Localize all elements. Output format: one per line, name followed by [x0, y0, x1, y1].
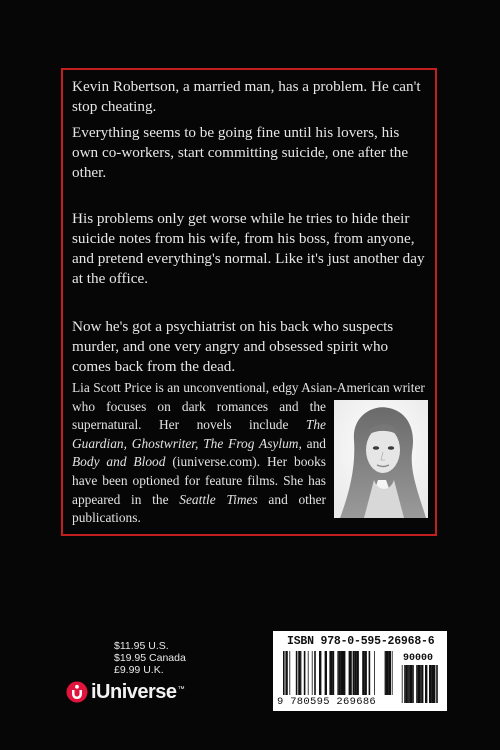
- barcode-bar: [329, 651, 331, 695]
- barcode-bar: [420, 665, 422, 703]
- barcode-bar: [362, 651, 364, 695]
- isbn-number: ISBN 978-0-595-26968-6: [287, 635, 435, 648]
- barcode-bar: [412, 665, 414, 703]
- publisher-logo: [66, 681, 184, 703]
- barcode-bar: [337, 651, 338, 695]
- isbn-barcode: [273, 631, 447, 711]
- blurb-paragraph-1: Kevin Robertson, a married man, has a problem. He can't stop cheating.: [72, 78, 421, 115]
- barcode-bar: [385, 651, 386, 695]
- barcode-bar: [287, 651, 288, 695]
- publisher-name: iUniverse™: [91, 681, 185, 703]
- barcode-bar: [365, 651, 367, 695]
- barcode-bar: [387, 651, 389, 695]
- publication-seattle-times: Seattle Times: [179, 491, 258, 507]
- barcode-bar: [408, 665, 410, 703]
- barcode-bar: [304, 651, 306, 695]
- barcode-bar: [333, 651, 335, 695]
- barcode-bar: [351, 651, 352, 695]
- bio-text-2: (iuniverse.com). Her books have been optioned for feature films. She has appeared in the: [72, 454, 326, 507]
- barcode-bar: [392, 651, 393, 695]
- price-us: $11.95 U.S.: [114, 640, 169, 652]
- barcode-bar: [425, 665, 427, 703]
- barcode-addon-code: 90000: [403, 653, 434, 664]
- iuniverse-swirl-icon: [66, 681, 88, 703]
- book-title-ghostwriter: Ghostwriter,: [131, 435, 199, 451]
- barcode-bar: [349, 651, 351, 695]
- book-title-the-guardian: The Guardian,: [72, 417, 326, 451]
- book-title-body-and-blood: Body and Blood: [72, 454, 166, 470]
- barcode-bar: [298, 651, 300, 695]
- barcode-bar: [407, 665, 408, 703]
- bio-separator-3: and: [301, 435, 326, 451]
- barcode-bar: [357, 651, 359, 695]
- blurb-paragraph-2: Everything seems to be going fine until his lovers, his own co-workers, start committing suicide, one after the other.: [72, 124, 409, 181]
- barcode-bar: [431, 665, 433, 703]
- barcode-bar: [406, 665, 408, 703]
- barcode-bar: [319, 651, 321, 695]
- barcode-bar: [285, 651, 287, 695]
- barcode-bar: [369, 651, 371, 695]
- bio-text-1: who focuses on dark romances and the supernatural. Her novels include: [72, 398, 326, 433]
- barcode-bar: [314, 651, 315, 695]
- book-title-the-frog-asylum: The Frog Asylum,: [203, 435, 302, 451]
- bio-text-3: and other publications.: [72, 491, 327, 526]
- barcode-bar: [354, 651, 355, 695]
- blurb-paragraph-3: His problems only get worse while he tries to hide their suicide notes from his wife, from his boss, from anyone, and pretend everything's normal. Like it's just another day at the office.: [72, 210, 425, 287]
- barcode-bar: [422, 665, 424, 703]
- blurb-paragraph-4: Now he's got a psychiatrist on his back who suspects murder, and one very angry and obsessed spirit who comes back from the dead.: [72, 318, 394, 375]
- barcode-bar: [315, 651, 316, 695]
- barcode-bar: [410, 665, 412, 703]
- author-bio: [72, 379, 428, 528]
- barcode-bar: [289, 651, 290, 695]
- barcode-bar: [331, 651, 333, 695]
- author-photo: [334, 400, 428, 518]
- barcode-bar: [358, 651, 359, 695]
- barcode-bar: [341, 651, 343, 695]
- barcode-ean-digits: 9 780595 269686: [277, 696, 377, 708]
- barcode-bar: [366, 651, 367, 695]
- barcode-bar: [353, 651, 355, 695]
- barcode-bar: [325, 651, 327, 695]
- barcode-bar: [433, 665, 435, 703]
- back-cover-blurb: [72, 77, 428, 377]
- barcode-bar: [296, 651, 298, 695]
- barcode-bar: [404, 665, 406, 703]
- barcode-bar: [355, 651, 357, 695]
- barcode-bar: [301, 651, 302, 695]
- barcode-bar: [429, 665, 431, 703]
- barcode-bar: [402, 665, 403, 703]
- barcode-bar: [308, 651, 309, 695]
- barcode-bar: [374, 651, 375, 695]
- barcode-bar: [283, 651, 285, 695]
- barcode-bar: [416, 665, 418, 703]
- barcode-bar: [338, 651, 340, 695]
- price-canada: $19.95 Canada: [114, 652, 186, 665]
- barcode-bar: [343, 651, 345, 695]
- barcode-bar: [389, 651, 391, 695]
- barcode-bar: [385, 651, 387, 695]
- barcode-bar: [436, 665, 438, 703]
- price-uk: £9.99 U.K.: [114, 664, 164, 677]
- barcode-bar: [312, 651, 313, 695]
- author-portrait-image: [334, 400, 428, 518]
- bio-first-line: Lia Scott Price is an unconventional, edgy Asian-American writer: [72, 380, 425, 395]
- barcode-bar: [418, 665, 420, 703]
- price-list: [114, 640, 186, 677]
